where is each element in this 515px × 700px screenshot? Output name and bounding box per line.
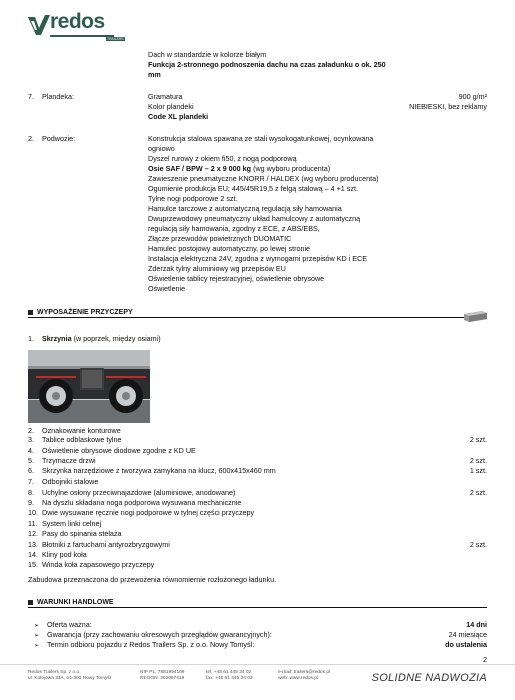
- podwozie-number: 2.: [28, 134, 34, 143]
- equipment-number: 15.: [28, 560, 38, 569]
- podwozie-line: Hamulec postojowy automatyczny, po lewej stronie: [148, 244, 311, 253]
- podwozie-line: Zderzak tylny aluminiowy wg przepisów EU: [148, 264, 286, 273]
- equipment-item: System linki celnej: [42, 519, 102, 528]
- footer-text: REGON: 302097419: [140, 676, 185, 682]
- equipment-item: Tablice odblaskowe tylne: [42, 435, 122, 444]
- equipment-item-skrzynia: [42, 334, 161, 343]
- logo-underline: [50, 35, 114, 37]
- equipment-item: Kliny pod koła: [42, 550, 87, 559]
- equipment-item: Winda koła zapasowego przyczepy: [42, 560, 155, 569]
- plandeka-code: Code XL plandeki: [148, 112, 209, 121]
- section-header-wyposazenie: [28, 310, 487, 318]
- podwozie-label: Podwozie:: [42, 134, 76, 143]
- axle-bold-text: Osie SAF / BPW – 2 x 9 000 kg: [148, 164, 252, 173]
- trailer-wheels-image: [28, 350, 150, 423]
- equipment-item: Trzymacze drzwi: [42, 456, 96, 465]
- equipment-item: Skrzynka narzędziowe z tworzywa zamykana na klucz, 600x415x460 mm: [42, 466, 276, 475]
- podwozie-line: Oświetlenie tablicy rejestracyjnej, oświetlenie obrysowe: [148, 274, 325, 283]
- footer-phone: [206, 670, 253, 682]
- section-bullet-icon: [28, 310, 33, 315]
- roof-line-2-cont: mm: [148, 70, 161, 79]
- equipment-qty: 2 szt.: [469, 488, 487, 497]
- equipment-item: Uchylne osłony przeciwnajazdowe (aluminiowe, anodowane): [42, 488, 236, 497]
- footer-text: ul. Kolejowa 33A, 64-300 Nowy Tomyśl: [28, 676, 111, 682]
- toolbox-photo: [28, 350, 150, 423]
- podwozie-line: Złącze przewodów powietrznych DUOMATIC: [148, 234, 292, 243]
- logo-wordmark: redos: [50, 10, 105, 33]
- arrow-bullet-icon: ➢: [34, 643, 40, 649]
- section-title: WARUNKI HANDLOWE: [37, 599, 114, 606]
- podwozie-line: Hamulce tarczowe z automatyczną regulacją siły hamowania: [148, 204, 342, 213]
- skrzynia-rest: (w poprzek, między osiami): [71, 334, 161, 343]
- equipment-item: Oświetlenie obrysowe diodowe zgodne z KD UE: [42, 446, 196, 455]
- podwozie-line: Konstrukcja stalowa spawana ze stali wysokogatunkowej, ocynkowana: [148, 134, 374, 143]
- logo-subtitle: TRAILERS: [107, 37, 124, 41]
- plandeka-label: Plandeka:: [42, 92, 74, 101]
- podwozie-line: Instalacja elektryczna 24V, zgodna z wymogami przepisów KD i ECE: [148, 254, 368, 263]
- terms-label: Oferta ważna:: [47, 620, 92, 629]
- equipment-number: 3.: [28, 435, 34, 444]
- footer-company: [28, 670, 111, 682]
- equipment-number: 2.: [28, 426, 34, 435]
- load-note: Zabudowa przeznaczona do przewożenia równomiernie rozłożonego ładunku.: [28, 575, 277, 584]
- equipment-number: 8.: [28, 488, 34, 497]
- podwozie-line: Oświetlenie: [148, 284, 186, 293]
- podwozie-axle-line: [148, 164, 330, 173]
- footer-text: Redos Trailers Sp. z o.o.: [28, 670, 81, 675]
- podwozie-line: Dyszel rurowy z okiem fi50, z nogą podporową: [148, 154, 297, 163]
- equipment-qty: 2 szt.: [469, 456, 487, 465]
- roof-line-1: Dach w standardzie w kolorze białym: [148, 50, 267, 59]
- equipment-item: Pasy do spinania stelaża: [42, 529, 122, 538]
- equipment-number: 13.: [28, 540, 38, 549]
- footer-text: tel: +48 61 445 24 02: [206, 670, 252, 675]
- footer-web-link[interactable]: web: www.redos.pl: [278, 676, 318, 682]
- terms-value: do ustalenia: [445, 640, 487, 649]
- equipment-number: 9.: [28, 498, 34, 507]
- terms-row: [34, 640, 254, 651]
- equipment-item: Oznakowanie konturowe: [42, 426, 121, 435]
- podwozie-line: Tylne nogi podporowe 2 szt.: [148, 194, 238, 203]
- podwozie-line: Zawieszenie pneumatyczne KNORR / HALDEX (wg wyboru producenta): [148, 174, 379, 183]
- terms-value: 24 miesiące: [448, 630, 487, 639]
- section-header-warunki: [28, 600, 487, 608]
- equipment-number: 12.: [28, 529, 38, 538]
- equipment-number: 4.: [28, 446, 34, 455]
- roof-line-2: Funkcja 2-stronnego podnoszenia dachu na czas załadunku o ok. 250: [148, 60, 386, 69]
- trailer-box-icon: [462, 309, 488, 323]
- footer-email-link[interactable]: e-mail: trailers@redos.pl: [278, 670, 331, 675]
- equipment-number: 10.: [28, 508, 38, 517]
- equipment-number: 11.: [28, 519, 38, 528]
- terms-label: Termin odbioru pojazdu z Redos Trailers Sp. z o.o. Nowy Tomyśl:: [47, 640, 255, 649]
- equipment-number: 1.: [28, 334, 34, 343]
- equipment-item: Dwie wysuwane ręcznie nogi podporowe w tylnej części przyczepy: [42, 508, 255, 517]
- plandeka-number: 7.: [28, 92, 34, 101]
- equipment-qty: 2 szt.: [469, 540, 487, 549]
- equipment-number: 7.: [28, 477, 34, 486]
- footer-ids: [140, 670, 184, 682]
- axle-rest-text: (wg wyboru producenta): [251, 164, 331, 173]
- footer-contact: [278, 670, 330, 682]
- skrzynia-bold: Skrzynia: [42, 334, 72, 343]
- equipment-item: Błotniki z fartuchami antyrozbryzgowymi: [42, 540, 170, 549]
- equipment-item: Na dyszlu składana noga podporowa wysuwana mechanicznie: [42, 498, 242, 507]
- section-bullet-icon: [28, 600, 33, 605]
- arrow-bullet-icon: ➢: [34, 633, 40, 639]
- terms-value: 14 dni: [466, 620, 487, 629]
- arrow-bullet-icon: ➢: [34, 623, 40, 629]
- footer-text: NIP PL: 7881994109: [140, 670, 185, 675]
- plandeka-row-label: Gramatura: [148, 92, 183, 101]
- plandeka-row-label: Kolor plandeki: [148, 102, 194, 111]
- page-number: 2: [483, 655, 487, 664]
- redos-logo: [28, 10, 124, 41]
- podwozie-line: ogniowo: [148, 144, 175, 153]
- plandeka-row-value: NIEBIESKI, bez reklamy: [409, 102, 487, 111]
- redos-logo-mark-icon: [28, 15, 50, 35]
- equipment-item: Odbojniki stalowe: [42, 477, 99, 486]
- footer-text: fax: +48 61 445 24 03: [206, 676, 253, 682]
- podwozie-line: Dwuprzewodowy pneumatyczny układ hamulcowy z automatyczną: [148, 214, 361, 223]
- equipment-number: 6.: [28, 466, 34, 475]
- footer-motto: SOLIDNE NADWOZIA: [371, 672, 487, 684]
- podwozie-line: Ogumienie produkcja EU; 445/45R19,5 z felgą stalową – 4 +1 szt.: [148, 184, 358, 193]
- section-title: WYPOSAŻENIE PRZYCZEPY: [37, 309, 133, 316]
- terms-label: Gwarancja (przy zachowaniu okresowych przeglądów gwarancyjnych):: [47, 630, 272, 639]
- equipment-number: 14.: [28, 550, 38, 559]
- equipment-number: 5.: [28, 456, 34, 465]
- plandeka-row-value: 900 g/m²: [458, 92, 487, 101]
- podwozie-line: regulacją siły hamowania, zgodny z ECE, z ABS/EBS,: [148, 224, 320, 233]
- footer-divider: [0, 664, 515, 665]
- equipment-qty: 2 szt.: [469, 435, 487, 444]
- equipment-qty: 1 szt.: [469, 466, 487, 475]
